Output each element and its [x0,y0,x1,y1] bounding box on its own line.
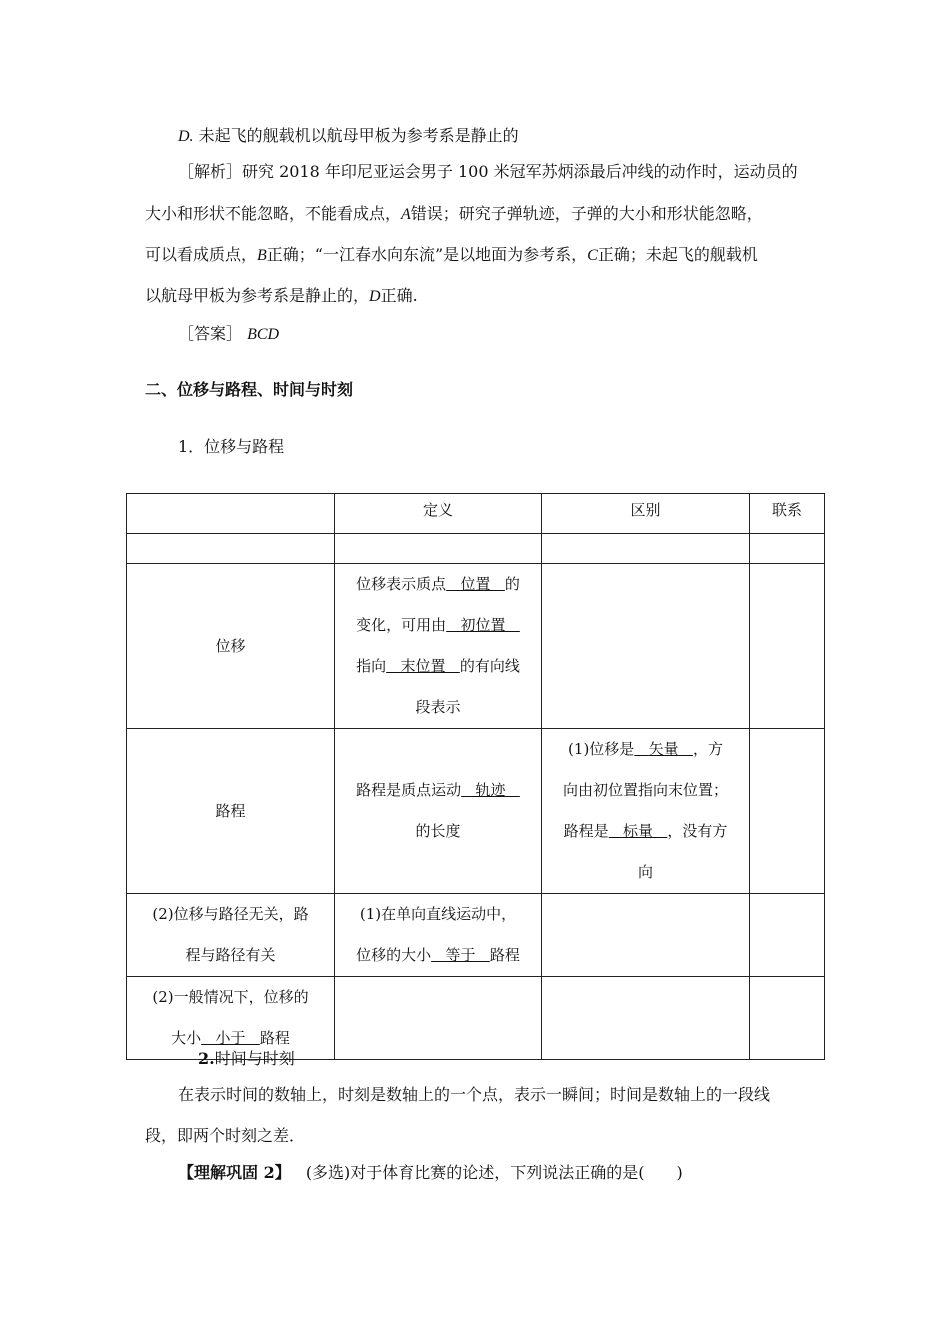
blank-text: 小于 [215,1029,246,1047]
text: 向由初位置指向末位置； [562,781,728,799]
blank-scalar [609,822,668,840]
text: 的 [504,575,520,593]
answer-label: ［答案］ [178,324,243,343]
text: 的有向线 [459,657,520,675]
text: 位移的大小 [356,946,432,964]
blank-text: 轨迹 [475,781,506,799]
paragraph-line-2: 段，即两个时刻之差． [145,1126,306,1145]
letter-b: B [257,247,267,264]
table-row-displacement [127,564,825,729]
analysis-line-1 [178,160,798,184]
relation-cell-1 [335,894,542,977]
letter-a: A [401,206,411,223]
path-definition [335,729,542,894]
blank-text: 末位置 [400,657,446,675]
blank-text: 标量 [622,822,653,840]
analysis-text-2b: 错误；研究子弹轨迹，子弹的大小和形状能忽略， [410,204,763,223]
difference-cell [542,729,750,894]
header-empty [127,494,335,534]
text: (2)位移与路径无关，路 [152,905,309,923]
text: 大小 [171,1029,202,1047]
subheading-2-text: 时间与时刻 [214,1049,295,1068]
analysis-line-4 [145,284,418,309]
header-definition: 定义 [335,494,542,534]
text: 路程是质点运动 [356,781,462,799]
blank-equal [431,946,490,964]
letter-c: C [587,247,598,264]
analysis-label: ［解析］ [178,162,243,181]
text: 程与路径有关 [185,946,276,964]
analysis-text-4a: 以航母甲板为参考系是静止的， [145,286,370,305]
relation-cell-2 [127,894,335,977]
answer-line [178,322,279,347]
analysis-text-3b: 正确；“一江春水向东流”是以地面为参考系， [266,245,588,264]
text: 段表示 [415,698,461,716]
table-row-empty [127,534,825,564]
blank-text: 矢量 [648,740,679,758]
blank-text: 初位置 [460,616,506,634]
blank-trajectory [461,781,520,799]
blank-text: 位置 [460,575,491,593]
text: (1)在单向直线运动中， [359,905,517,923]
subheading-2 [198,1047,295,1071]
answer-value: BCD [247,326,280,343]
text: 向 [637,863,653,881]
letter-d: D [369,288,381,305]
header-difference: 区别 [542,494,750,534]
blank-less [201,1029,260,1047]
consolidate-text: (多选)对于体育比赛的论述，下列说法正确的是( ) [305,1163,683,1182]
text: (1)位移是 [568,740,635,758]
analysis-text-2: 大小和形状不能忽略，不能看成点， [145,204,402,223]
displacement-definition [335,564,542,729]
option-d [178,124,519,149]
table-header-row [127,494,825,534]
displacement-path-table [126,493,825,1060]
header-relation: 联系 [750,494,825,534]
text: 路程是 [563,822,609,840]
blank-vector [634,740,693,758]
text: 的长度 [415,822,461,840]
analysis-text-1: 研究 2018 年印尼亚运会男子 100 米冠军苏炳添最后冲线的动作时，运动员的 [242,162,798,181]
section-heading: 二、位移与路程、时间与时刻 [145,380,354,399]
displacement-label: 位移 [127,564,335,729]
paragraph-line-1: 在表示时间的数轴上，时刻是数轴上的一个点，表示一瞬间；时间是数轴上的一段线 [178,1085,771,1104]
path-label: 路程 [127,729,335,894]
subheading-1: 1．位移与路程 [178,437,285,456]
table-row-relation-1 [127,894,825,977]
blank-text: 等于 [445,946,476,964]
text: 指向 [356,657,387,675]
text: ，没有方 [667,822,728,840]
analysis-line-2 [145,202,763,227]
consolidate-label: 【理解巩固 2】 [178,1163,291,1182]
blank-initial [446,616,520,634]
text: 路程 [259,1029,290,1047]
table-row-path [127,729,825,894]
text: (2)一般情况下，位移的 [152,988,309,1006]
blank-final [386,657,460,675]
consolidate-question [178,1161,683,1185]
text: 变化，可用由 [356,616,447,634]
analysis-text-3c: 正确；未起飞的舰载机 [597,245,758,264]
analysis-line-3 [145,243,758,268]
option-d-text: 未起飞的舰载机以航母甲板为参考系是静止的 [198,126,519,145]
text: 路程 [489,946,520,964]
analysis-text-4b: 正确. [380,286,418,305]
blank-position [446,575,505,593]
text: ，方 [692,740,723,758]
option-d-letter: D. [178,128,194,145]
text: 位移表示质点 [356,575,447,593]
subheading-2-number: 2. [198,1049,215,1068]
analysis-text-3a: 可以看成质点， [145,245,258,264]
